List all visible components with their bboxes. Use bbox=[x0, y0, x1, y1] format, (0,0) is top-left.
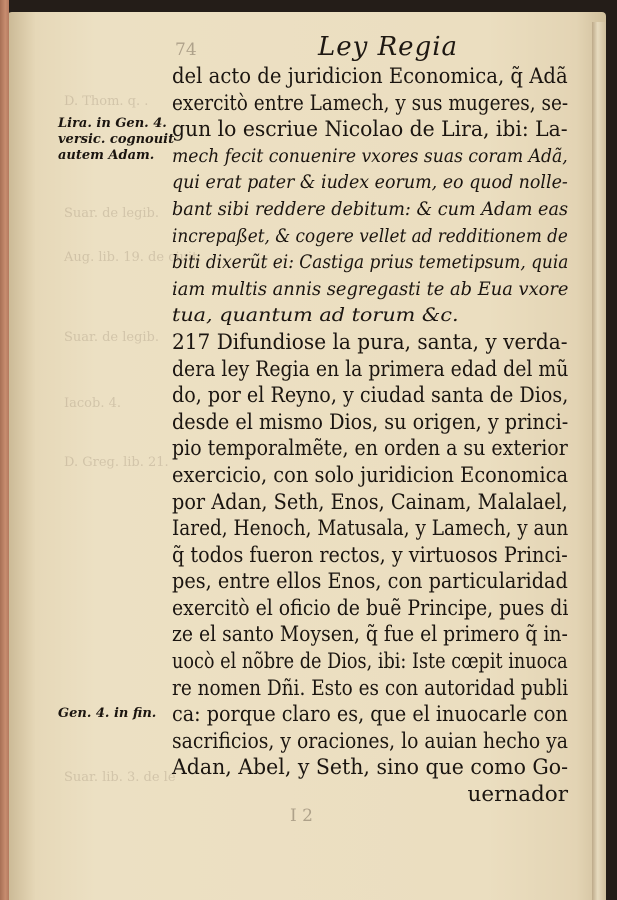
signature-mark: I 2 bbox=[290, 806, 313, 826]
text-line: exercicio, con solo juridicion Economica bbox=[172, 462, 569, 488]
text-line: uernador bbox=[467, 782, 568, 808]
text-line: desde el mismo Dios, su origen, y princi- bbox=[172, 409, 569, 435]
margin-note-line: Lira. in Gen. 4. bbox=[58, 116, 167, 131]
bleed-through-mark: D. Greg. lib. 21. bbox=[64, 455, 169, 470]
text-line: 217 Difundiose la pura, santa, y verda- bbox=[172, 329, 568, 355]
binding-edge bbox=[0, 0, 9, 900]
bleed-through-mark: Iacob. 4. bbox=[64, 396, 121, 411]
text-line: increpaßet, & cogere vellet ad redditionem de bbox=[172, 225, 568, 247]
text-line: pio temporalmẽte, en orden a su exterior bbox=[172, 436, 568, 462]
margin-note-line: versic. cognouit bbox=[58, 132, 175, 147]
running-header: Ley Regia bbox=[318, 32, 459, 62]
margin-note-lira bbox=[58, 116, 175, 164]
text-line: gun lo escriue Nicolao de Lira, ibi: La- bbox=[172, 117, 568, 143]
bleed-through-mark: Aug. lib. 19. de ciuit. bbox=[64, 250, 202, 265]
page-fore-edge bbox=[592, 22, 606, 900]
text-line: mech fecit conuenire vxores suas coram Adã, bbox=[172, 145, 568, 167]
text-line: do, por el Reyno, y ciudad santa de Dios, bbox=[172, 383, 569, 409]
text-line: pes, entre ellos Enos, con particularidad bbox=[172, 569, 568, 595]
margin-note-genesis bbox=[58, 706, 170, 722]
text-line: uocò el nõbre de Dios, ibi: Iste cœpit inuoca bbox=[172, 649, 568, 675]
text-line: sacrificios, y oraciones, lo auian hecho ya bbox=[172, 728, 569, 754]
text-line: exercitò entre Lamech, y sus mugeres, se- bbox=[172, 90, 569, 116]
text-line: dera ley Regia en la primera edad del mũ bbox=[172, 356, 569, 382]
text-line: biti dixerũt ei: Castiga prius temetipsum, quia bbox=[172, 252, 569, 274]
margin-note-line: Gen. 4. in fin. bbox=[58, 706, 157, 721]
text-line: q̃ todos fueron rectos, y virtuosos Princi- bbox=[172, 542, 568, 568]
text-line: exercitò el oficio de buẽ Principe, pues di bbox=[172, 595, 569, 621]
page-number: 74 bbox=[175, 40, 197, 60]
text-line: del acto de juridicion Economica, q̃ Adã bbox=[172, 64, 568, 89]
text-line: ze el santo Moysen, q̃ fue el primero q̃ in- bbox=[172, 622, 568, 648]
text-line: re nomen Dñi. Esto es con autoridad publi bbox=[172, 675, 569, 701]
text-line: bant sibi reddere debitum: & cum Adam eas bbox=[172, 198, 568, 220]
bleed-through-mark: Suar. de legib. bbox=[64, 206, 160, 221]
text-line: iam multis annis segregasti te ab Eua vxore bbox=[172, 278, 569, 300]
bleed-through-mark: Suar. de legib. bbox=[64, 330, 160, 345]
text-line: Iared, Henoch, Matusala, y Lamech, y aun bbox=[172, 516, 569, 542]
bleed-through-mark: Suar. lib. 3. de le bbox=[64, 770, 176, 785]
bleed-through-mark: D. Thom. q. . bbox=[64, 94, 149, 109]
text-line: Adan, Abel, y Seth, sino que como Go- bbox=[172, 755, 569, 781]
text-line: ca: porque claro es, que el inuocarle con bbox=[172, 702, 568, 728]
text-line: qui erat pater & iudex eorum, eo quod nolle- bbox=[172, 172, 568, 194]
text-line: por Adan, Seth, Enos, Cainam, Malalael, bbox=[172, 489, 568, 515]
text-line: tua, quantum ad torum &c. bbox=[172, 305, 459, 327]
body-text bbox=[172, 64, 568, 809]
margin-note-line: autem Adam. bbox=[58, 148, 155, 163]
